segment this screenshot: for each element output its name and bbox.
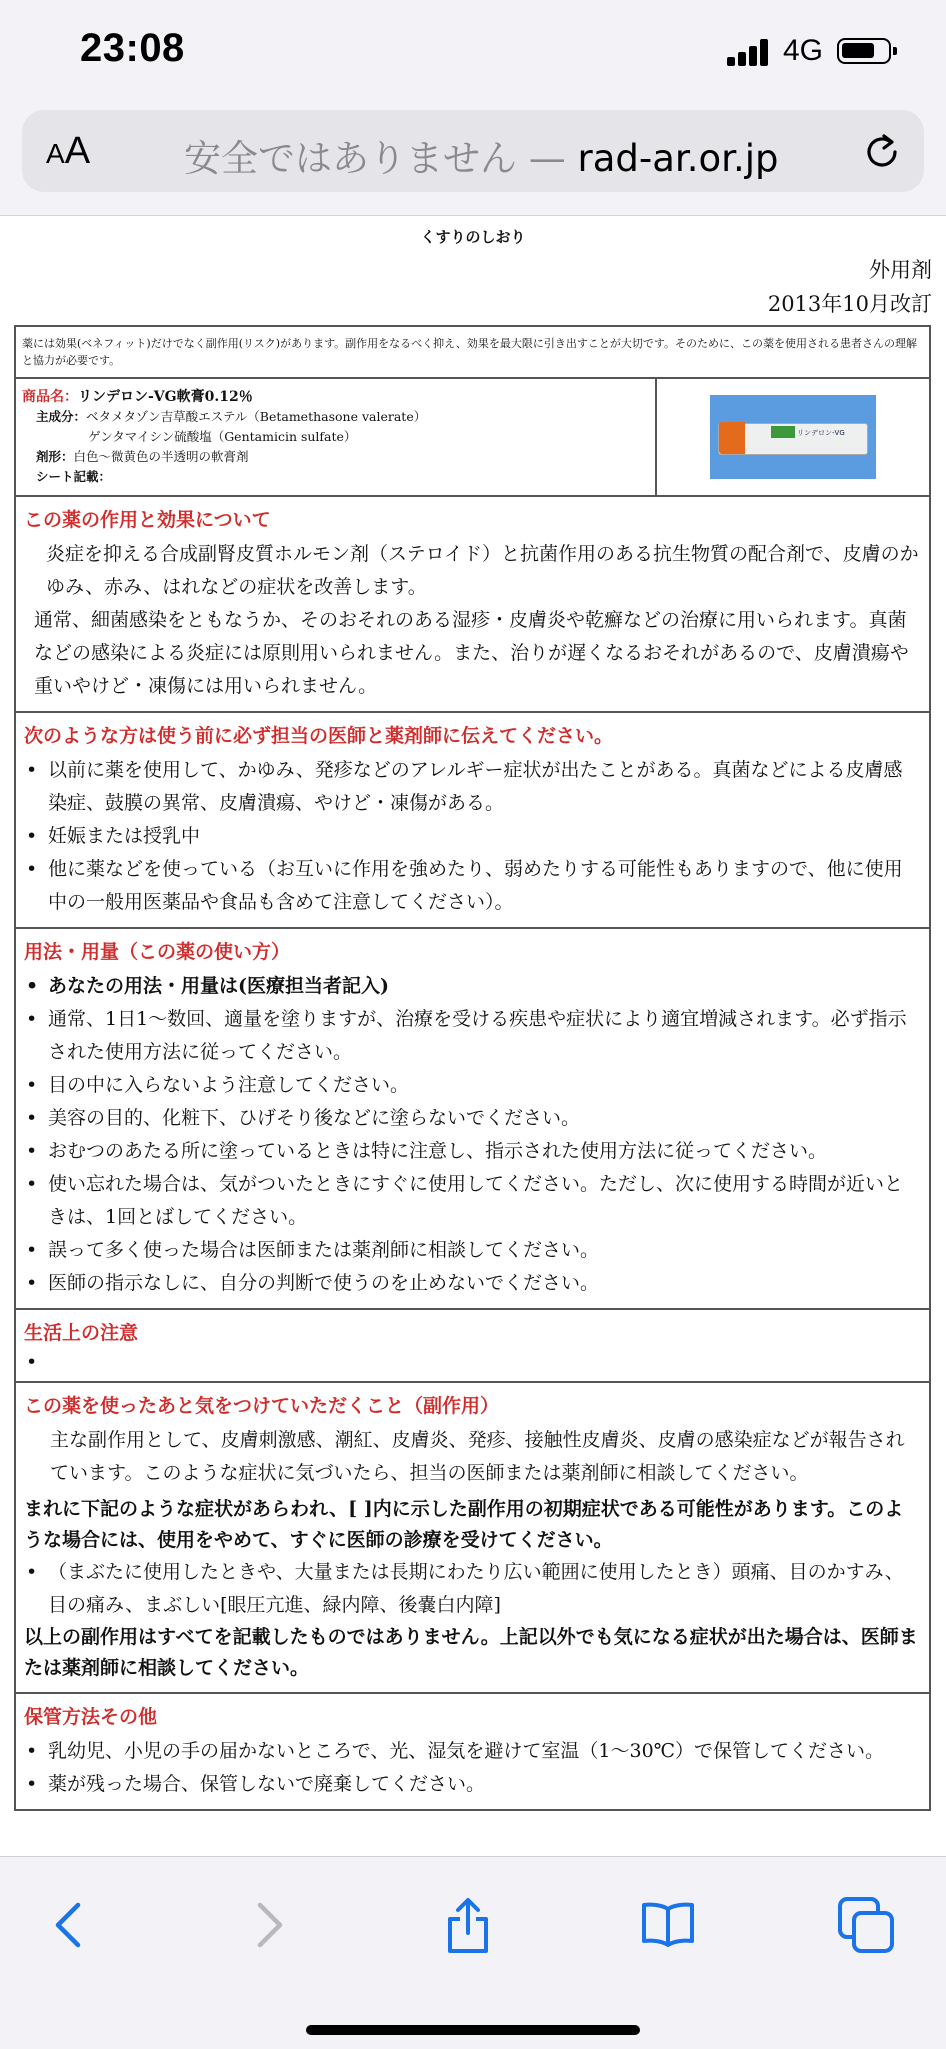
- before-use-section: [16, 713, 929, 929]
- storage-list: [24, 1735, 921, 1801]
- product-details: [16, 379, 657, 495]
- life-section: [16, 1310, 929, 1383]
- list-item: • 乳幼児、小児の手の届かないところで、光、湿気を避けて室温（1～30℃）で保管してください。: [24, 1735, 921, 1768]
- side-effects-list: [24, 1556, 921, 1622]
- list-item: • あなたの用法・用量は(医療担当者記入): [24, 970, 921, 1003]
- url-domain: rad-ar.or.jp: [577, 137, 779, 180]
- form-label: 剤形：: [36, 449, 74, 464]
- effects-heading: この薬の作用と効果について: [24, 509, 271, 531]
- effects-paragraph-1: 炎症を抑える合成副腎皮質ホルモン剤（ステロイド）と抗菌作用のある抗生物質の配合剤で、皮膚のかゆみ、赤み、はれなどの症状を改善します。: [46, 543, 919, 598]
- list-item: • 医師の指示なしに、自分の判断で使うのを止めないでください。: [24, 1267, 921, 1300]
- storage-heading: 保管方法その他: [24, 1706, 158, 1728]
- doc-type: 外用剤: [869, 258, 932, 282]
- package-label: リンデロン-VG: [797, 429, 845, 437]
- reload-icon[interactable]: [860, 130, 904, 174]
- side-effects-warning: まれに下記のような症状があらわれ、[ ]内に示した副作用の初期症状である可能性があります。このような場合には、使用をやめて、すぐに医師の診療を受けてください。: [24, 1498, 904, 1551]
- share-icon[interactable]: [438, 1895, 498, 1955]
- list-item: [24, 1351, 921, 1373]
- back-chevron-icon[interactable]: [40, 1895, 100, 1955]
- address-bar[interactable]: [22, 110, 924, 192]
- product-image: [710, 395, 876, 479]
- web-page: [0, 216, 946, 1856]
- address-bar-area: [0, 105, 946, 216]
- doc-title: くすりのしおり: [420, 228, 526, 246]
- life-heading: 生活上の注意: [24, 1322, 139, 1344]
- info-table: [14, 325, 931, 1811]
- side-effects-paragraph: 主な副作用として、皮膚刺激感、潮紅、皮膚炎、発疹、接触性皮膚炎、皮膚の感染症などが報告されています。このような症状に気づいたら、担当の医師または薬剤師に相談してください。: [50, 1429, 905, 1484]
- home-indicator[interactable]: [306, 2025, 640, 2035]
- url-text[interactable]: [184, 128, 778, 182]
- list-item: • 他に薬などを使っている（お互いに作用を強めたり、弱めたりする可能性もありますので、他に使用中の一般用医薬品や食品も含めて注意してください）。: [24, 853, 921, 919]
- browser-toolbar: [0, 1856, 946, 2049]
- side-effects-heading: この薬を使ったあと気をつけていただくこと（副作用）: [24, 1395, 500, 1417]
- list-item: • おむつのあたる所に塗っているときは特に注意し、指示された使用方法に従ってください。: [24, 1135, 921, 1168]
- security-warning: 安全ではありません —: [184, 137, 578, 180]
- effects-section: [16, 497, 929, 713]
- clock: 23:08: [80, 26, 185, 70]
- battery-icon: [837, 38, 891, 64]
- product-section: [16, 379, 929, 497]
- list-item: • 誤って多く使った場合は医師または薬剤師に相談してください。: [24, 1234, 921, 1267]
- ingredient-1: ベタメタゾン吉草酸エステル（Betamethasone valerate）: [86, 409, 427, 424]
- list-item: • 通常、1日1～数回、適量を塗りますが、治療を受ける疾患や症状により適宜増減されます。必ず指示された使用方法に従ってください。: [24, 1003, 921, 1069]
- sheet-label: シート記載：: [36, 469, 112, 484]
- list-item: • 薬が残った場合、保管しないで廃棄してください。: [24, 1768, 921, 1801]
- intro-text: 薬には効果(ベネフィット)だけでなく副作用(リスク)があります。副作用をなるべく抑え、効果を最大限に引き出すことが大切です。そのために、この薬を使用される患者さんの理解と協力が必要です。: [16, 327, 929, 379]
- ingredient-2: ゲンタマイシン硫酸塩（Gentamicin sulfate）: [88, 429, 357, 444]
- product-name: リンデロン-VG軟膏0.12％: [78, 389, 253, 405]
- side-effects-note: 以上の副作用はすべてを記載したものではありません。上記以外でも気になる症状が出た場合は、医師または薬剤師に相談してください。: [24, 1626, 918, 1679]
- usage-list: [24, 970, 921, 1300]
- usage-section: [16, 929, 929, 1310]
- side-effects-section: [16, 1383, 929, 1694]
- list-item: • 美容の目的、化粧下、ひげそり後などに塗らないでください。: [24, 1102, 921, 1135]
- list-item: • 以前に薬を使用して、かゆみ、発疹などのアレルギー症状が出たことがある。真菌などによる皮膚感染症、鼓膜の異常、皮膚潰瘍、やけど・凍傷がある。: [24, 754, 921, 820]
- list-item: • 使い忘れた場合は、気がついたときにすぐに使用してください。ただし、次に使用する時間が近いときは、1回とばしてください。: [24, 1168, 921, 1234]
- storage-section: [16, 1694, 929, 1809]
- list-item: • （まぶたに使用したときや、大量または長期にわたり広い範囲に使用したとき）頭痛、目のかすみ、目の痛み、まぶしい[眼圧亢進、緑内障、後嚢白内障]: [24, 1556, 921, 1622]
- network-type: 4G: [783, 34, 824, 67]
- product-image-cell: [657, 379, 929, 495]
- cellular-signal-icon: [727, 38, 769, 66]
- status-bar: [0, 0, 946, 105]
- revision-date: 2013年10月改訂: [767, 292, 932, 316]
- product-name-label: 商品名：: [22, 389, 78, 405]
- forward-chevron-icon[interactable]: [238, 1895, 298, 1955]
- ingredients-label: 主成分：: [36, 409, 87, 424]
- life-list: [24, 1351, 921, 1373]
- before-use-heading: 次のような方は使う前に必ず担当の医師と薬剤師に伝えてください。: [24, 725, 614, 747]
- tabs-icon[interactable]: [836, 1895, 896, 1955]
- text-size-button[interactable]: AA: [46, 130, 91, 172]
- bookmarks-icon[interactable]: [638, 1895, 698, 1955]
- before-use-list: [24, 754, 921, 919]
- list-item: • 目の中に入らないよう注意してください。: [24, 1069, 921, 1102]
- effects-paragraph-2: 通常、細菌感染をともなうか、そのおそれのある湿疹・皮膚炎や乾癬などの治療に用いられます。真菌などの感染による炎症には原則用いられません。また、治りが遅くなるおそれがあるので、皮膚潰瘍や重いやけど・凍傷には用いられません。: [34, 609, 909, 697]
- form-value: 白色～微黄色の半透明の軟膏剤: [73, 449, 249, 464]
- usage-heading: 用法・用量（この薬の使い方）: [24, 941, 291, 963]
- list-item: • 妊娠または授乳中: [24, 820, 921, 853]
